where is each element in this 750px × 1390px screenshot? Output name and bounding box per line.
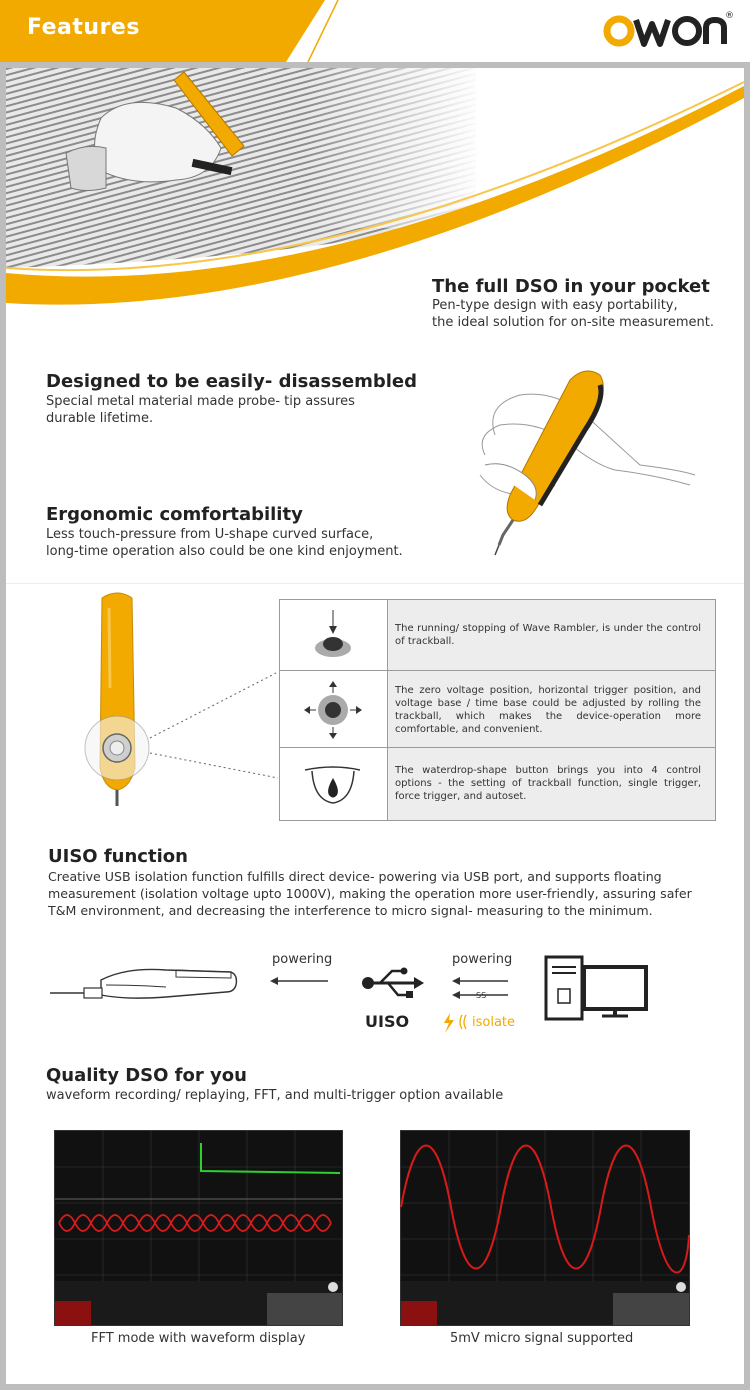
header-title: Features xyxy=(27,15,140,40)
uiso-description xyxy=(48,868,738,919)
pocket-title: The full DSO in your pocket xyxy=(432,276,710,297)
isolate-label: isolate xyxy=(472,1015,516,1030)
controls-text-cell xyxy=(388,671,715,747)
fft-screenshot xyxy=(54,1130,343,1326)
controls-row xyxy=(280,600,715,671)
ergonomic-description xyxy=(46,526,426,560)
controls-text-2: The zero voltage position, horizontal trigger position, and voltage base / time base could be adjusted by rolling the trackball, which makes the device-operation more comfortable, and convenient. xyxy=(395,685,701,735)
uiso-line-1: Creative USB isolation function fulfills direct device- powering via USB port, and supports floating xyxy=(48,869,662,884)
owon-logo xyxy=(602,8,732,52)
arrow-right-head-2 xyxy=(452,991,460,999)
trackball-press-icon xyxy=(280,600,387,670)
controls-text-cell xyxy=(388,600,715,670)
uiso-line-3: T&M environment, and decreasing the interference to micro signal- measuring to the minimum. xyxy=(48,903,653,918)
controls-icon-cell xyxy=(280,748,388,820)
ergonomic-line-1: Less touch-pressure from U-shape curved surface, xyxy=(46,527,374,542)
uiso-title: UISO function xyxy=(48,846,188,867)
disassemble-title: Designed to be easily- disassembled xyxy=(46,371,418,392)
hero-illustration xyxy=(6,68,744,303)
ergonomic-line-2: long-time operation also could be one kind enjoyment. xyxy=(46,544,403,559)
controls-icon-cell xyxy=(280,600,388,670)
section-divider xyxy=(6,583,744,584)
signal-wave-icon xyxy=(460,1015,462,1029)
powering-label-left: powering xyxy=(272,952,333,967)
controls-icon-cell xyxy=(280,671,388,747)
quality-title: Quality DSO for you xyxy=(46,1065,247,1086)
pocket-description xyxy=(432,297,732,331)
computer-icon xyxy=(546,957,646,1019)
header-slash-decoration xyxy=(300,0,340,62)
header-bar xyxy=(0,0,750,62)
disassemble-line-2: durable lifetime. xyxy=(46,411,154,426)
pen-trackball-illustration xyxy=(80,588,290,818)
ss-label: SS xyxy=(476,991,487,1000)
arrow-left-head xyxy=(270,977,278,985)
quality-subtitle: waveform recording/ replaying, FFT, and multi-trigger option available xyxy=(46,1088,504,1103)
controls-text-3: The waterdrop-shape button brings you into 4 control options - the setting of trackball function, single trigger, force trigger, and autoset. xyxy=(395,765,701,802)
controls-text-cell xyxy=(388,748,715,820)
pocket-line-1: Pen-type design with easy portability, xyxy=(432,298,678,313)
powering-label-right: powering xyxy=(452,952,513,967)
pen-outline-icon xyxy=(50,969,236,998)
controls-row xyxy=(280,671,715,748)
micro-signal-screenshot xyxy=(400,1130,690,1326)
arrow-right-head-1 xyxy=(452,977,460,985)
uiso-line-2: measurement (isolation voltage upto 1000V), making the operation more user-friendly, assuring safer xyxy=(48,886,692,901)
trackball-roll-icon xyxy=(280,671,387,747)
controls-row xyxy=(280,748,715,820)
uiso-label: UISO xyxy=(365,1012,410,1031)
usb-icon xyxy=(362,968,424,999)
micro-signal-caption: 5mV micro signal supported xyxy=(450,1331,634,1346)
lightning-icon xyxy=(444,1013,454,1033)
disassemble-description xyxy=(46,393,386,427)
uiso-diagram xyxy=(46,945,656,1035)
fft-caption: FFT mode with waveform display xyxy=(91,1331,306,1346)
hand-holding-pen-illustration xyxy=(465,345,700,560)
disassemble-line-1: Special metal material made probe- tip assures xyxy=(46,394,355,409)
svg-text:®: ® xyxy=(725,11,734,21)
controls-text-1: The running/ stopping of Wave Rambler, is under the control of trackball. xyxy=(395,623,701,647)
controls-table xyxy=(279,599,716,821)
pocket-line-2: the ideal solution for on-site measurement. xyxy=(432,315,714,330)
ergonomic-title: Ergonomic comfortability xyxy=(46,504,303,525)
waterdrop-button-icon xyxy=(280,748,387,820)
